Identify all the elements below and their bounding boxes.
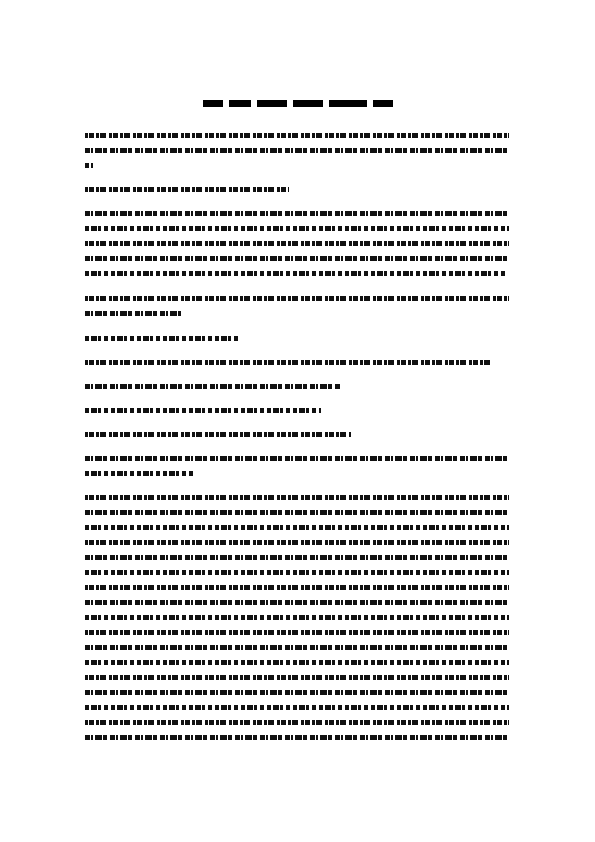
text-line bbox=[85, 660, 509, 665]
text-line bbox=[85, 720, 509, 725]
text-line bbox=[85, 133, 509, 138]
text-line bbox=[85, 471, 193, 476]
text-line bbox=[85, 271, 505, 276]
text-line bbox=[85, 735, 509, 740]
text-line bbox=[85, 525, 509, 530]
text-line bbox=[85, 241, 509, 246]
text-line bbox=[85, 570, 509, 575]
text-line bbox=[85, 256, 509, 261]
text-line bbox=[85, 163, 93, 168]
text-line bbox=[85, 211, 509, 216]
text-line bbox=[85, 585, 509, 590]
text-line bbox=[85, 675, 509, 680]
text-line bbox=[85, 540, 509, 545]
text-line bbox=[85, 336, 239, 341]
title-word bbox=[257, 100, 287, 107]
text-line bbox=[85, 645, 509, 650]
title-text-placeholder bbox=[203, 96, 393, 110]
text-line bbox=[85, 187, 289, 192]
title-word bbox=[329, 100, 367, 107]
document-title bbox=[0, 96, 595, 110]
text-line bbox=[85, 384, 341, 389]
text-line bbox=[85, 296, 509, 301]
text-line bbox=[85, 360, 493, 365]
text-line bbox=[85, 495, 509, 500]
title-word bbox=[203, 100, 223, 107]
title-word bbox=[229, 100, 251, 107]
title-word bbox=[373, 100, 393, 107]
text-line bbox=[85, 148, 509, 153]
text-line bbox=[85, 615, 509, 620]
text-line bbox=[85, 311, 181, 316]
text-line bbox=[85, 456, 509, 461]
text-line bbox=[85, 690, 509, 695]
text-line bbox=[85, 432, 351, 437]
text-line bbox=[85, 555, 509, 560]
text-line bbox=[85, 600, 509, 605]
text-line bbox=[85, 630, 509, 635]
text-line bbox=[85, 408, 321, 413]
text-line bbox=[85, 510, 509, 515]
text-line bbox=[85, 705, 509, 710]
title-word bbox=[293, 100, 323, 107]
text-line bbox=[85, 226, 509, 231]
